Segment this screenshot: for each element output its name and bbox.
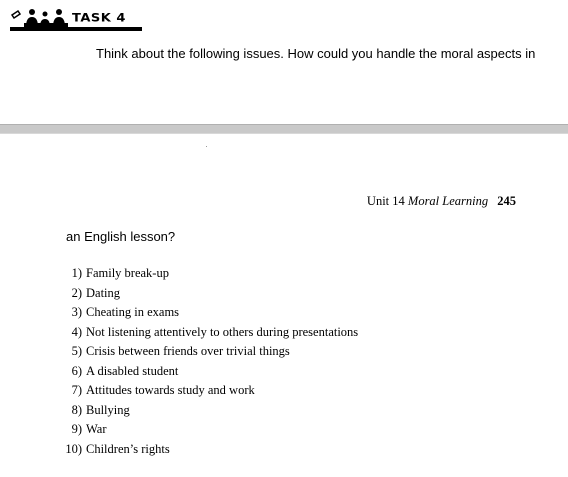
list-item-number: 9) [71, 422, 82, 436]
instruction-line-1: Think about the following issues. How could you handle the moral aspects in [96, 46, 536, 61]
list-item-number: 4) [71, 324, 82, 339]
page-number: 245 [497, 194, 516, 208]
task-title: TASK 4 [72, 11, 126, 26]
unit-label: Unit 14 [366, 194, 405, 208]
list-item-number: 7) [71, 383, 82, 397]
list-item [60, 344, 358, 364]
running-header [367, 194, 516, 209]
list-item-text: Dating [86, 285, 121, 300]
list-item-number: 5) [71, 344, 82, 358]
list-item-text: War [86, 422, 107, 436]
list-item-number: 2) [71, 285, 82, 300]
list-item-text: Crisis between friends over trivial things [86, 344, 290, 358]
task-header [10, 6, 142, 32]
task-underline [10, 27, 142, 31]
list-item-text: Children’s rights [86, 441, 170, 456]
list-item [60, 325, 358, 345]
list-item-number: 6) [71, 363, 82, 378]
group-work-icon [10, 6, 70, 28]
list-item-text: Attitudes towards study and work [86, 383, 255, 397]
list-item-number: 1) [71, 266, 82, 280]
list-item-text: Not listening attentively to others during presentations [86, 324, 359, 339]
list-item-number: 3) [71, 305, 82, 319]
instruction-line-2: an English lesson? [66, 229, 176, 244]
page-top [0, 0, 568, 124]
list-item [60, 266, 358, 286]
list-item [60, 422, 358, 442]
list-item-number: 10) [65, 441, 82, 456]
list-item-number: 8) [71, 402, 82, 417]
list-item [60, 305, 358, 325]
list-item [60, 364, 358, 384]
unit-title: Moral Learning [407, 194, 489, 208]
list-item-text: Bullying [86, 402, 130, 417]
list-item-text: Cheating in exams [86, 305, 180, 319]
list-item-text: Family break-up [86, 266, 169, 280]
page-divider [0, 124, 568, 134]
list-item [60, 442, 358, 462]
list-item-text: A disabled student [86, 363, 179, 378]
list-item [60, 286, 358, 306]
list-item [60, 403, 358, 423]
list-item [60, 383, 358, 403]
scan-speck [206, 146, 207, 147]
issues-list [60, 266, 358, 461]
